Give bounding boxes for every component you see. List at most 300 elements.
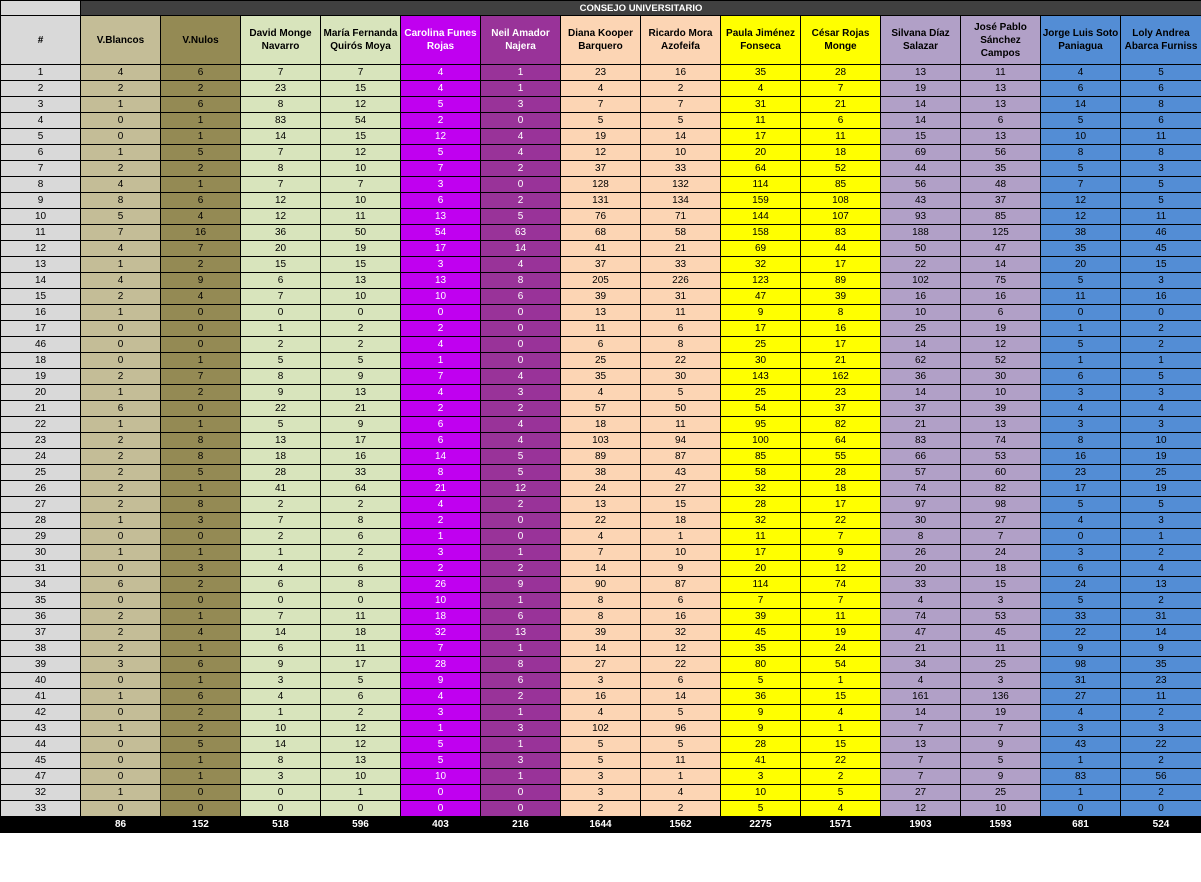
vote-cell: 5 [241,353,321,369]
vote-cell: 1 [1041,785,1121,801]
vote-cell: 3 [1121,721,1201,737]
vote-cell: 1 [401,721,481,737]
vote-cell: 9 [241,657,321,673]
vote-cell: 4 [161,289,241,305]
vote-cell: 0 [81,337,161,353]
row-index-cell: 26 [1,481,81,497]
vote-cell: 10 [401,289,481,305]
table-row [1,513,1201,529]
vote-cell: 2 [161,721,241,737]
row-index-cell: 37 [1,625,81,641]
table-row [1,305,1201,321]
vote-cell: 31 [1041,673,1121,689]
vote-cell: 33 [881,577,961,593]
vote-cell: 0 [321,801,401,817]
row-index-cell: 12 [1,241,81,257]
table-row [1,209,1201,225]
sheet-title: CONSEJO UNIVERSITARIO [81,1,1201,16]
vote-cell: 0 [481,177,561,193]
vote-cell: 25 [961,657,1041,673]
vote-cell: 0 [81,321,161,337]
vote-cell: 162 [801,369,881,385]
vote-cell: 5 [401,753,481,769]
vote-cell: 4 [481,433,561,449]
vote-cell: 3 [161,561,241,577]
vote-cell: 7 [241,177,321,193]
vote-cell: 8 [241,97,321,113]
vote-cell: 0 [81,769,161,785]
vote-cell: 19 [1121,481,1201,497]
vote-cell: 16 [801,321,881,337]
vote-cell: 2 [1121,545,1201,561]
vote-cell: 89 [561,449,641,465]
vote-cell: 5 [81,209,161,225]
vote-cell: 5 [481,209,561,225]
vote-cell: 4 [561,705,641,721]
vote-cell: 0 [481,353,561,369]
vote-cell: 18 [801,481,881,497]
vote-cell: 6 [961,305,1041,321]
table-row [1,369,1201,385]
row-index-cell: 31 [1,561,81,577]
vote-cell: 132 [641,177,721,193]
table-row [1,625,1201,641]
row-index-cell: 15 [1,289,81,305]
vote-cell: 66 [881,449,961,465]
vote-cell: 0 [1121,801,1201,817]
vote-cell: 1 [481,65,561,81]
vote-cell: 2 [641,81,721,97]
vote-cell: 5 [161,145,241,161]
vote-cell: 4 [881,673,961,689]
vote-cell: 12 [401,129,481,145]
vote-cell: 5 [481,449,561,465]
vote-cell: 17 [801,497,881,513]
vote-cell: 13 [1121,577,1201,593]
vote-cell: 6 [321,689,401,705]
vote-cell: 26 [881,545,961,561]
vote-cell: 7 [801,593,881,609]
table-row [1,161,1201,177]
vote-cell: 2 [81,625,161,641]
vote-cell: 47 [881,625,961,641]
vote-cell: 1 [161,353,241,369]
vote-cell: 43 [1041,737,1121,753]
table-row [1,193,1201,209]
vote-cell: 32 [641,625,721,641]
vote-cell: 56 [961,145,1041,161]
vote-cell: 6 [641,593,721,609]
vote-cell: 12 [481,481,561,497]
vote-cell: 69 [721,241,801,257]
vote-cell: 24 [801,641,881,657]
vote-cell: 1 [401,353,481,369]
vote-cell: 4 [481,369,561,385]
vote-cell: 13 [241,433,321,449]
vote-cell: 1 [161,673,241,689]
vote-cell: 43 [881,193,961,209]
table-row [1,145,1201,161]
vote-cell: 102 [561,721,641,737]
vote-cell: 2 [401,401,481,417]
vote-cell: 7 [401,641,481,657]
vote-cell: 4 [1041,513,1121,529]
vote-cell: 12 [961,337,1041,353]
vote-cell: 2 [321,337,401,353]
vote-cell: 44 [881,161,961,177]
vote-cell: 2 [161,577,241,593]
vote-cell: 27 [561,657,641,673]
vote-cell: 1 [481,705,561,721]
vote-cell: 4 [81,273,161,289]
vote-cell: 39 [721,609,801,625]
vote-cell: 21 [641,241,721,257]
vote-cell: 7 [241,513,321,529]
table-row [1,545,1201,561]
vote-cell: 5 [321,353,401,369]
vote-cell: 114 [721,177,801,193]
vote-cell: 3 [961,593,1041,609]
vote-cell: 16 [161,225,241,241]
vote-cell: 13 [961,129,1041,145]
vote-cell: 31 [1121,609,1201,625]
vote-cell: 32 [721,257,801,273]
vote-cell: 2 [161,705,241,721]
vote-cell: 1 [801,721,881,737]
vote-cell: 8 [321,577,401,593]
vote-cell: 19 [961,321,1041,337]
vote-cell: 17 [721,129,801,145]
vote-cell: 50 [641,401,721,417]
vote-cell: 2 [81,481,161,497]
vote-cell: 1 [481,81,561,97]
vote-cell: 8 [1121,145,1201,161]
table-row [1,673,1201,689]
vote-cell: 0 [161,305,241,321]
vote-cell: 17 [801,257,881,273]
vote-cell: 6 [81,577,161,593]
vote-cell: 35 [721,65,801,81]
vote-cell: 4 [561,529,641,545]
vote-cell: 5 [1041,497,1121,513]
vote-cell: 83 [801,225,881,241]
table-row [1,705,1201,721]
table-row [1,65,1201,81]
vote-cell: 11 [321,209,401,225]
vote-cell: 23 [1041,465,1121,481]
vote-cell: 2 [481,561,561,577]
row-index-cell: 21 [1,401,81,417]
vote-cell: 1 [161,753,241,769]
row-index-cell: 11 [1,225,81,241]
vote-cell: 20 [721,561,801,577]
vote-cell: 3 [1041,545,1121,561]
vote-cell: 37 [801,401,881,417]
vote-cell: 6 [481,673,561,689]
vote-cell: 3 [1121,513,1201,529]
vote-cell: 11 [1121,209,1201,225]
vote-cell: 6 [241,641,321,657]
vote-cell: 7 [881,753,961,769]
vote-cell: 15 [881,129,961,145]
vote-cell: 64 [321,481,401,497]
vote-cell: 53 [961,609,1041,625]
vote-cell: 5 [401,737,481,753]
vote-cell: 2 [321,545,401,561]
vote-cell: 21 [401,481,481,497]
row-index-cell: 8 [1,177,81,193]
vote-cell: 35 [721,641,801,657]
totals-row [1,817,1201,833]
vote-cell: 9 [481,577,561,593]
vote-cell: 58 [721,465,801,481]
row-index-cell: 38 [1,641,81,657]
vote-cell: 4 [401,497,481,513]
vote-cell: 3 [721,769,801,785]
vote-cell: 0 [81,593,161,609]
vote-cell: 14 [481,241,561,257]
vote-cell: 14 [561,641,641,657]
vote-cell: 20 [1041,257,1121,273]
vote-cell: 22 [1041,625,1121,641]
vote-cell: 1 [161,113,241,129]
vote-cell: 2 [241,529,321,545]
vote-cell: 35 [1041,241,1121,257]
vote-cell: 11 [801,609,881,625]
vote-cell: 2 [641,801,721,817]
vote-cell: 8 [801,305,881,321]
vote-cell: 4 [401,81,481,97]
vote-cell: 10 [641,145,721,161]
vote-cell: 1 [401,529,481,545]
vote-cell: 80 [721,657,801,673]
row-index-cell: 45 [1,753,81,769]
table-row [1,465,1201,481]
vote-cell: 2 [81,81,161,97]
vote-cell: 8 [561,593,641,609]
table-row [1,225,1201,241]
vote-cell: 1 [161,545,241,561]
row-index-cell: 4 [1,113,81,129]
total-cell: 596 [321,817,401,833]
vote-cell: 4 [81,177,161,193]
vote-cell: 3 [481,721,561,737]
vote-cell: 33 [641,257,721,273]
vote-cell: 1 [161,129,241,145]
vote-cell: 1 [321,785,401,801]
vote-cell: 7 [321,65,401,81]
vote-cell: 0 [81,129,161,145]
vote-cell: 35 [1121,657,1201,673]
vote-cell: 13 [881,737,961,753]
column-header-index: # [1,16,81,65]
vote-cell: 7 [241,145,321,161]
vote-cell: 12 [321,145,401,161]
vote-cell: 57 [881,465,961,481]
column-header: Diana Kooper Barquero [561,16,641,65]
vote-cell: 15 [801,689,881,705]
row-index-cell: 16 [1,305,81,321]
table-row [1,497,1201,513]
vote-cell: 15 [1121,257,1201,273]
vote-cell: 7 [81,225,161,241]
vote-cell: 11 [1121,689,1201,705]
vote-cell: 4 [481,257,561,273]
vote-cell: 45 [721,625,801,641]
vote-cell: 28 [721,497,801,513]
vote-cell: 125 [961,225,1041,241]
vote-cell: 57 [561,401,641,417]
vote-cell: 5 [321,673,401,689]
vote-cell: 2 [81,465,161,481]
vote-cell: 24 [1041,577,1121,593]
vote-cell: 54 [321,113,401,129]
vote-cell: 21 [321,401,401,417]
vote-cell: 11 [721,113,801,129]
vote-cell: 50 [321,225,401,241]
vote-cell: 10 [641,545,721,561]
vote-cell: 17 [801,337,881,353]
vote-cell: 4 [1121,561,1201,577]
vote-cell: 13 [321,753,401,769]
vote-cell: 12 [321,737,401,753]
vote-cell: 3 [401,705,481,721]
vote-cell: 5 [241,417,321,433]
vote-cell: 32 [721,481,801,497]
vote-cell: 1 [241,321,321,337]
vote-cell: 128 [561,177,641,193]
total-cell: 86 [81,817,161,833]
vote-cell: 1 [481,737,561,753]
row-index-cell: 23 [1,433,81,449]
table-row [1,657,1201,673]
vote-cell: 31 [641,289,721,305]
vote-cell: 3 [961,673,1041,689]
vote-cell: 5 [721,673,801,689]
vote-cell: 16 [881,289,961,305]
table-row [1,561,1201,577]
vote-cell: 6 [481,609,561,625]
vote-cell: 4 [241,689,321,705]
vote-cell: 3 [241,769,321,785]
vote-cell: 13 [481,625,561,641]
column-header: V.Blancos [81,16,161,65]
vote-cell: 56 [881,177,961,193]
row-index-cell: 47 [1,769,81,785]
row-index-cell: 1 [1,65,81,81]
vote-cell: 48 [961,177,1041,193]
vote-cell: 2 [81,433,161,449]
vote-cell: 0 [241,785,321,801]
vote-cell: 5 [481,465,561,481]
vote-cell: 16 [1041,449,1121,465]
vote-cell: 21 [801,97,881,113]
vote-cell: 18 [241,449,321,465]
vote-cell: 2 [161,81,241,97]
vote-cell: 0 [321,305,401,321]
vote-cell: 5 [1041,337,1121,353]
vote-cell: 17 [721,321,801,337]
vote-cell: 14 [241,129,321,145]
vote-cell: 6 [641,321,721,337]
vote-cell: 9 [721,721,801,737]
vote-cell: 21 [881,417,961,433]
vote-cell: 9 [961,769,1041,785]
vote-cell: 4 [241,561,321,577]
vote-cell: 10 [1041,129,1121,145]
vote-cell: 108 [801,193,881,209]
vote-cell: 98 [1041,657,1121,673]
row-index-cell: 35 [1,593,81,609]
vote-cell: 2 [241,497,321,513]
vote-cell: 16 [321,449,401,465]
vote-cell: 60 [961,465,1041,481]
vote-cell: 107 [801,209,881,225]
vote-cell: 12 [1041,209,1121,225]
vote-cell: 22 [561,513,641,529]
vote-cell: 15 [641,497,721,513]
vote-cell: 63 [481,225,561,241]
vote-cell: 74 [801,577,881,593]
vote-cell: 10 [401,593,481,609]
vote-cell: 4 [401,337,481,353]
vote-cell: 1 [241,545,321,561]
row-index-cell: 9 [1,193,81,209]
vote-cell: 1 [81,145,161,161]
vote-cell: 3 [1041,417,1121,433]
vote-cell: 25 [721,337,801,353]
vote-cell: 64 [801,433,881,449]
vote-cell: 9 [641,561,721,577]
vote-cell: 2 [241,337,321,353]
vote-cell: 14 [641,689,721,705]
vote-cell: 12 [561,145,641,161]
vote-cell: 0 [81,353,161,369]
vote-cell: 16 [1121,289,1201,305]
vote-cell: 17 [401,241,481,257]
row-index-cell: 24 [1,449,81,465]
column-header: José Pablo Sánchez Campos [961,16,1041,65]
vote-cell: 5 [1041,273,1121,289]
vote-cell: 14 [881,385,961,401]
vote-cell: 46 [1121,225,1201,241]
vote-cell: 0 [241,593,321,609]
corner-cell [1,1,81,16]
vote-cell: 32 [721,513,801,529]
vote-cell: 0 [1041,529,1121,545]
vote-cell: 19 [321,241,401,257]
vote-cell: 7 [161,369,241,385]
vote-cell: 10 [401,769,481,785]
vote-cell: 11 [961,65,1041,81]
vote-cell: 1 [241,705,321,721]
table-row [1,785,1201,801]
vote-cell: 8 [81,193,161,209]
table-body [1,65,1201,817]
vote-cell: 18 [961,561,1041,577]
vote-cell: 2 [1121,593,1201,609]
vote-cell: 2 [1121,321,1201,337]
row-index-cell: 46 [1,337,81,353]
total-cell: 524 [1121,817,1201,833]
vote-cell: 74 [881,481,961,497]
vote-cell: 74 [961,433,1041,449]
vote-cell: 14 [561,561,641,577]
vote-cell: 1 [81,305,161,321]
vote-cell: 0 [1041,801,1121,817]
vote-cell: 144 [721,209,801,225]
vote-cell: 7 [641,97,721,113]
